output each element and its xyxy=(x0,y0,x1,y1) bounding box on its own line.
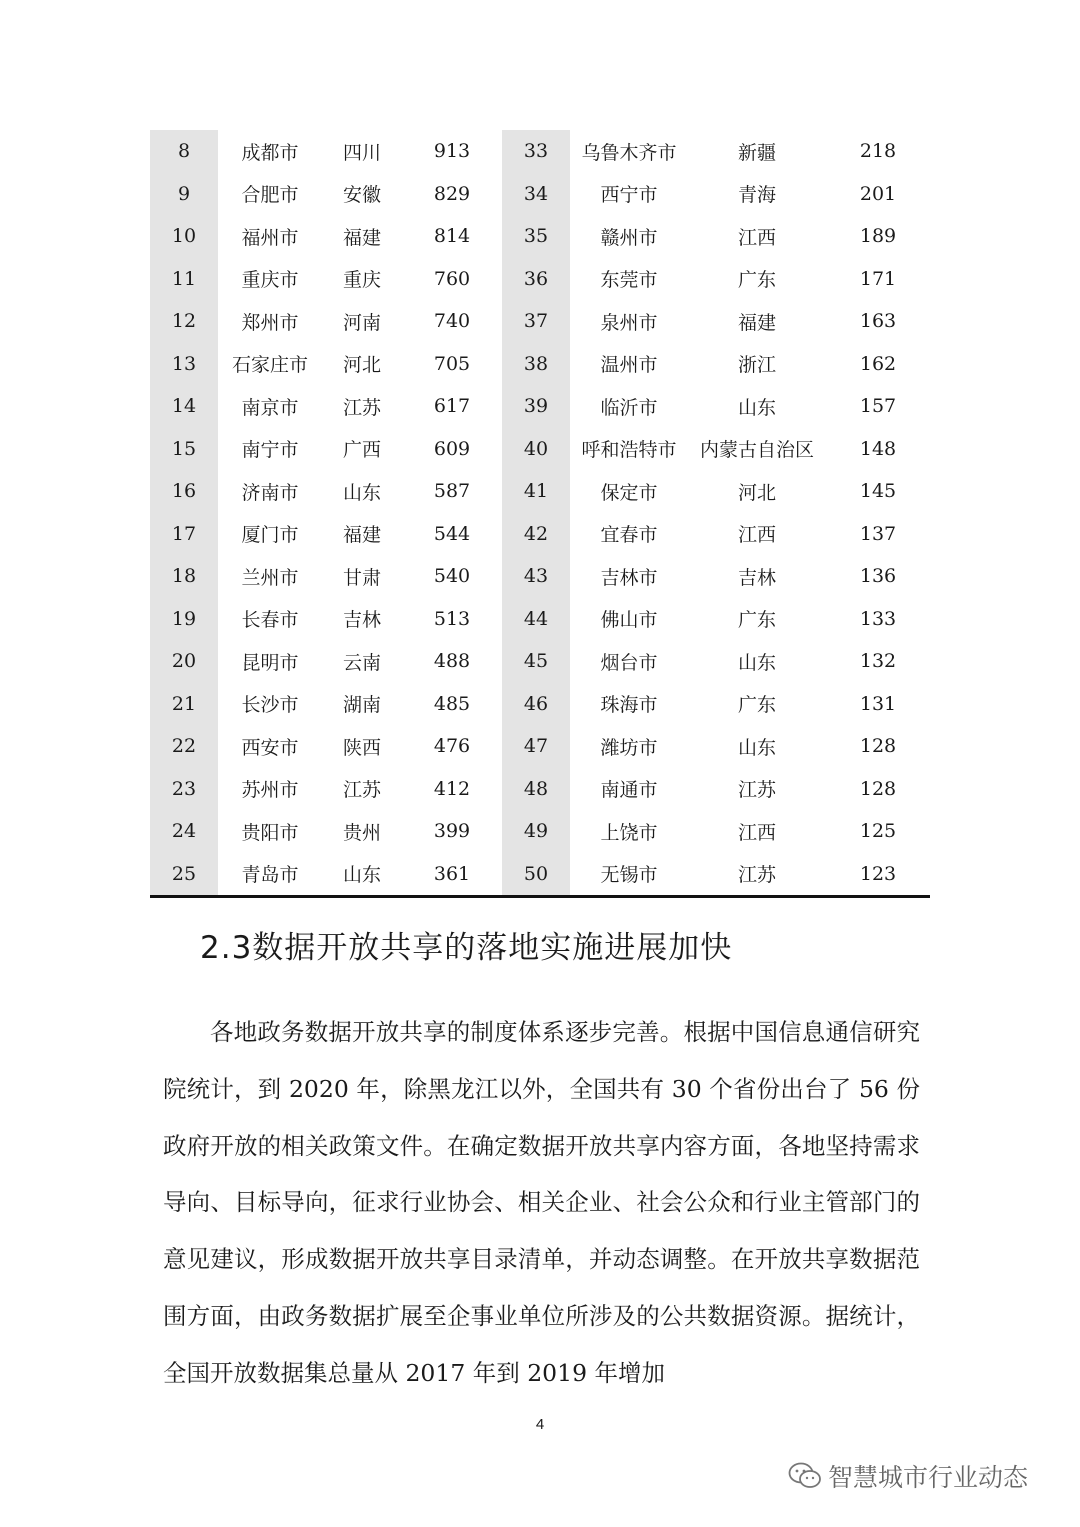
province-cell: 江西 xyxy=(737,524,776,547)
rank-cell: 44 xyxy=(502,598,570,641)
city-cell: 泉州市 xyxy=(600,311,658,334)
city-cell: 石家庄市 xyxy=(231,354,308,377)
province-cell: 贵州 xyxy=(342,821,381,844)
province-cell: 江苏 xyxy=(737,779,776,802)
city-cell: 南京市 xyxy=(241,396,299,419)
rank-cell: 19 xyxy=(150,598,218,641)
value-cell: 128 xyxy=(859,735,897,758)
city-ranking-table xyxy=(150,130,930,898)
province-cell: 浙江 xyxy=(737,354,776,377)
value-cell: 485 xyxy=(433,692,471,715)
rank-cell: 33 xyxy=(502,130,570,173)
city-cell: 合肥市 xyxy=(241,184,299,207)
table-body xyxy=(150,130,930,897)
province-cell: 福建 xyxy=(342,226,381,249)
city-cell: 西安市 xyxy=(241,736,299,759)
wechat-icon xyxy=(788,1461,822,1491)
city-cell: 济南市 xyxy=(241,481,299,504)
province-cell: 山东 xyxy=(737,651,776,674)
value-cell: 171 xyxy=(859,267,897,290)
province-cell: 江苏 xyxy=(688,853,826,897)
rank-cell: 35 xyxy=(502,215,570,258)
province-cell: 江苏 xyxy=(342,396,381,419)
value-cell: 128 xyxy=(859,777,897,800)
rank-cell: 45 xyxy=(502,640,570,683)
province-cell: 江西 xyxy=(737,226,776,249)
page-number: 4 xyxy=(535,1416,545,1433)
rank-cell: 36 xyxy=(502,258,570,301)
province-cell: 福建 xyxy=(342,524,381,547)
value-cell: 587 xyxy=(433,480,471,503)
province-cell: 河南 xyxy=(342,311,381,334)
value-cell: 544 xyxy=(433,522,471,545)
value-cell: 399 xyxy=(433,820,471,843)
province-cell: 青海 xyxy=(737,184,776,207)
value-cell: 476 xyxy=(433,735,471,758)
rank-cell: 42 xyxy=(502,513,570,556)
table-row xyxy=(150,768,930,811)
rank-cell: 50 xyxy=(502,853,570,897)
city-cell: 成都市 xyxy=(241,141,299,164)
city-cell: 临沂市 xyxy=(600,396,658,419)
province-cell: 吉林 xyxy=(342,609,381,632)
value-cell: 162 xyxy=(859,352,897,375)
rank-cell: 12 xyxy=(150,300,218,343)
value-cell: 814 xyxy=(433,225,471,248)
rank-cell: 48 xyxy=(502,768,570,811)
province-cell: 内蒙古自治区 xyxy=(699,439,814,462)
table-row xyxy=(150,683,930,726)
value-cell: 133 xyxy=(859,607,897,630)
city-cell: 佛山市 xyxy=(600,609,658,632)
rank-cell: 34 xyxy=(502,173,570,216)
province-cell: 广东 xyxy=(737,269,776,292)
city-cell: 长沙市 xyxy=(241,694,299,717)
province-cell: 山东 xyxy=(737,736,776,759)
table-row xyxy=(150,470,930,513)
province-cell: 山东 xyxy=(322,853,402,897)
province-cell: 吉林 xyxy=(737,566,776,589)
province-cell: 湖南 xyxy=(342,694,381,717)
value-cell: 218 xyxy=(859,140,897,163)
value-cell: 740 xyxy=(433,310,471,333)
rank-cell: 20 xyxy=(150,640,218,683)
rank-cell: 24 xyxy=(150,810,218,853)
value-cell: 705 xyxy=(433,352,471,375)
table-row xyxy=(150,555,930,598)
province-cell: 山东 xyxy=(737,396,776,419)
province-cell: 江西 xyxy=(737,821,776,844)
city-cell: 呼和浩特市 xyxy=(581,439,677,462)
value-cell: 488 xyxy=(433,650,471,673)
value-cell: 137 xyxy=(859,522,897,545)
value-cell: 609 xyxy=(433,437,471,460)
table-row xyxy=(150,725,930,768)
table-row xyxy=(150,258,930,301)
rank-cell: 22 xyxy=(150,725,218,768)
table-row xyxy=(150,385,930,428)
value-cell: 513 xyxy=(433,607,471,630)
value-cell: 617 xyxy=(433,395,471,418)
value-cell: 157 xyxy=(859,395,897,418)
province-cell: 广东 xyxy=(737,694,776,717)
value-cell: 361 xyxy=(402,853,502,897)
rank-cell: 18 xyxy=(150,555,218,598)
rank-cell: 10 xyxy=(150,215,218,258)
city-cell: 西宁市 xyxy=(600,184,658,207)
rank-cell: 13 xyxy=(150,343,218,386)
city-cell: 昆明市 xyxy=(241,651,299,674)
province-cell: 福建 xyxy=(737,311,776,334)
table-row xyxy=(150,810,930,853)
rank-cell: 16 xyxy=(150,470,218,513)
rank-cell: 21 xyxy=(150,683,218,726)
city-cell: 保定市 xyxy=(600,481,658,504)
rank-cell: 23 xyxy=(150,768,218,811)
city-cell: 郑州市 xyxy=(241,311,299,334)
city-cell: 重庆市 xyxy=(241,269,299,292)
value-cell: 125 xyxy=(859,820,897,843)
value-cell: 131 xyxy=(859,692,897,715)
province-cell: 新疆 xyxy=(737,141,776,164)
table-row xyxy=(150,853,930,897)
rank-cell: 46 xyxy=(502,683,570,726)
table-row xyxy=(150,640,930,683)
watermark xyxy=(788,1458,1028,1494)
table-row xyxy=(150,513,930,556)
rank-cell: 43 xyxy=(502,555,570,598)
section-title: 2.3数据开放共享的落地实施进展加快 xyxy=(200,930,733,966)
rank-cell: 25 xyxy=(150,853,218,897)
rank-cell: 39 xyxy=(502,385,570,428)
province-cell: 山东 xyxy=(342,481,381,504)
value-cell: 540 xyxy=(433,565,471,588)
rank-cell: 41 xyxy=(502,470,570,513)
value-cell: 201 xyxy=(859,182,897,205)
rank-cell: 47 xyxy=(502,725,570,768)
city-cell: 厦门市 xyxy=(241,524,299,547)
city-cell: 苏州市 xyxy=(241,779,299,802)
city-cell: 乌鲁木齐市 xyxy=(581,141,677,164)
rank-cell: 40 xyxy=(502,428,570,471)
rank-cell: 38 xyxy=(502,343,570,386)
province-cell: 河北 xyxy=(737,481,776,504)
body-paragraph: 各地政务数据开放共享的制度体系逐步完善。根据中国信息通信研究院统计，到 2020 年，除黑龙江以外，全国共有 30 个省份出台了 56 份政府开放的相关政策文件。在确定数据开放共享内容方面，各地坚持需求导向、目标导向，征求行业协会、相关企业、社会公众和行业主管部门的意见建议，形成数据开放共享目录清单，并动态调整。在开放共享数据范围方面，由政务数据扩展至企事业单位所涉及的公共数据资源。据统计，全国开放数据集总量从 2017 年到 2019 年增加 xyxy=(163,1018,920,1387)
value-cell: 913 xyxy=(433,140,471,163)
rank-cell: 15 xyxy=(150,428,218,471)
province-cell: 重庆 xyxy=(342,269,381,292)
province-cell: 广东 xyxy=(737,609,776,632)
value-cell: 829 xyxy=(433,182,471,205)
province-cell: 安徽 xyxy=(342,184,381,207)
province-cell: 河北 xyxy=(342,354,381,377)
rank-cell: 17 xyxy=(150,513,218,556)
city-cell: 吉林市 xyxy=(600,566,658,589)
table-row xyxy=(150,428,930,471)
rank-cell: 11 xyxy=(150,258,218,301)
table-row xyxy=(150,343,930,386)
city-cell: 宜春市 xyxy=(600,524,658,547)
table-row xyxy=(150,300,930,343)
city-cell: 福州市 xyxy=(241,226,299,249)
city-cell: 赣州市 xyxy=(600,226,658,249)
city-cell: 温州市 xyxy=(600,354,658,377)
city-cell: 南宁市 xyxy=(241,439,299,462)
rank-cell: 49 xyxy=(502,810,570,853)
rank-cell: 9 xyxy=(150,173,218,216)
city-cell: 南通市 xyxy=(600,779,658,802)
city-cell: 烟台市 xyxy=(600,651,658,674)
city-cell: 东莞市 xyxy=(600,269,658,292)
city-cell: 潍坊市 xyxy=(600,736,658,759)
table-row xyxy=(150,598,930,641)
value-cell: 123 xyxy=(826,853,930,897)
city-cell: 珠海市 xyxy=(600,694,658,717)
value-cell: 136 xyxy=(859,565,897,588)
value-cell: 148 xyxy=(859,437,897,460)
city-cell: 贵阳市 xyxy=(241,821,299,844)
rank-cell: 8 xyxy=(150,130,218,173)
value-cell: 412 xyxy=(433,777,471,800)
table-row xyxy=(150,215,930,258)
table-row xyxy=(150,173,930,216)
value-cell: 145 xyxy=(859,480,897,503)
rank-cell: 37 xyxy=(502,300,570,343)
table-row xyxy=(150,130,930,173)
province-cell: 甘肃 xyxy=(342,566,381,589)
city-cell: 青岛市 xyxy=(218,853,322,897)
city-cell: 上饶市 xyxy=(600,821,658,844)
value-cell: 132 xyxy=(859,650,897,673)
value-cell: 760 xyxy=(433,267,471,290)
province-cell: 广西 xyxy=(342,439,381,462)
province-cell: 云南 xyxy=(342,651,381,674)
value-cell: 163 xyxy=(859,310,897,333)
province-cell: 陕西 xyxy=(342,736,381,759)
value-cell: 189 xyxy=(859,225,897,248)
province-cell: 江苏 xyxy=(342,779,381,802)
rank-cell: 14 xyxy=(150,385,218,428)
city-cell: 无锡市 xyxy=(570,853,688,897)
city-cell: 兰州市 xyxy=(241,566,299,589)
watermark-text: 智慧城市行业动态 xyxy=(828,1463,1029,1492)
province-cell: 四川 xyxy=(342,141,381,164)
city-cell: 长春市 xyxy=(241,609,299,632)
